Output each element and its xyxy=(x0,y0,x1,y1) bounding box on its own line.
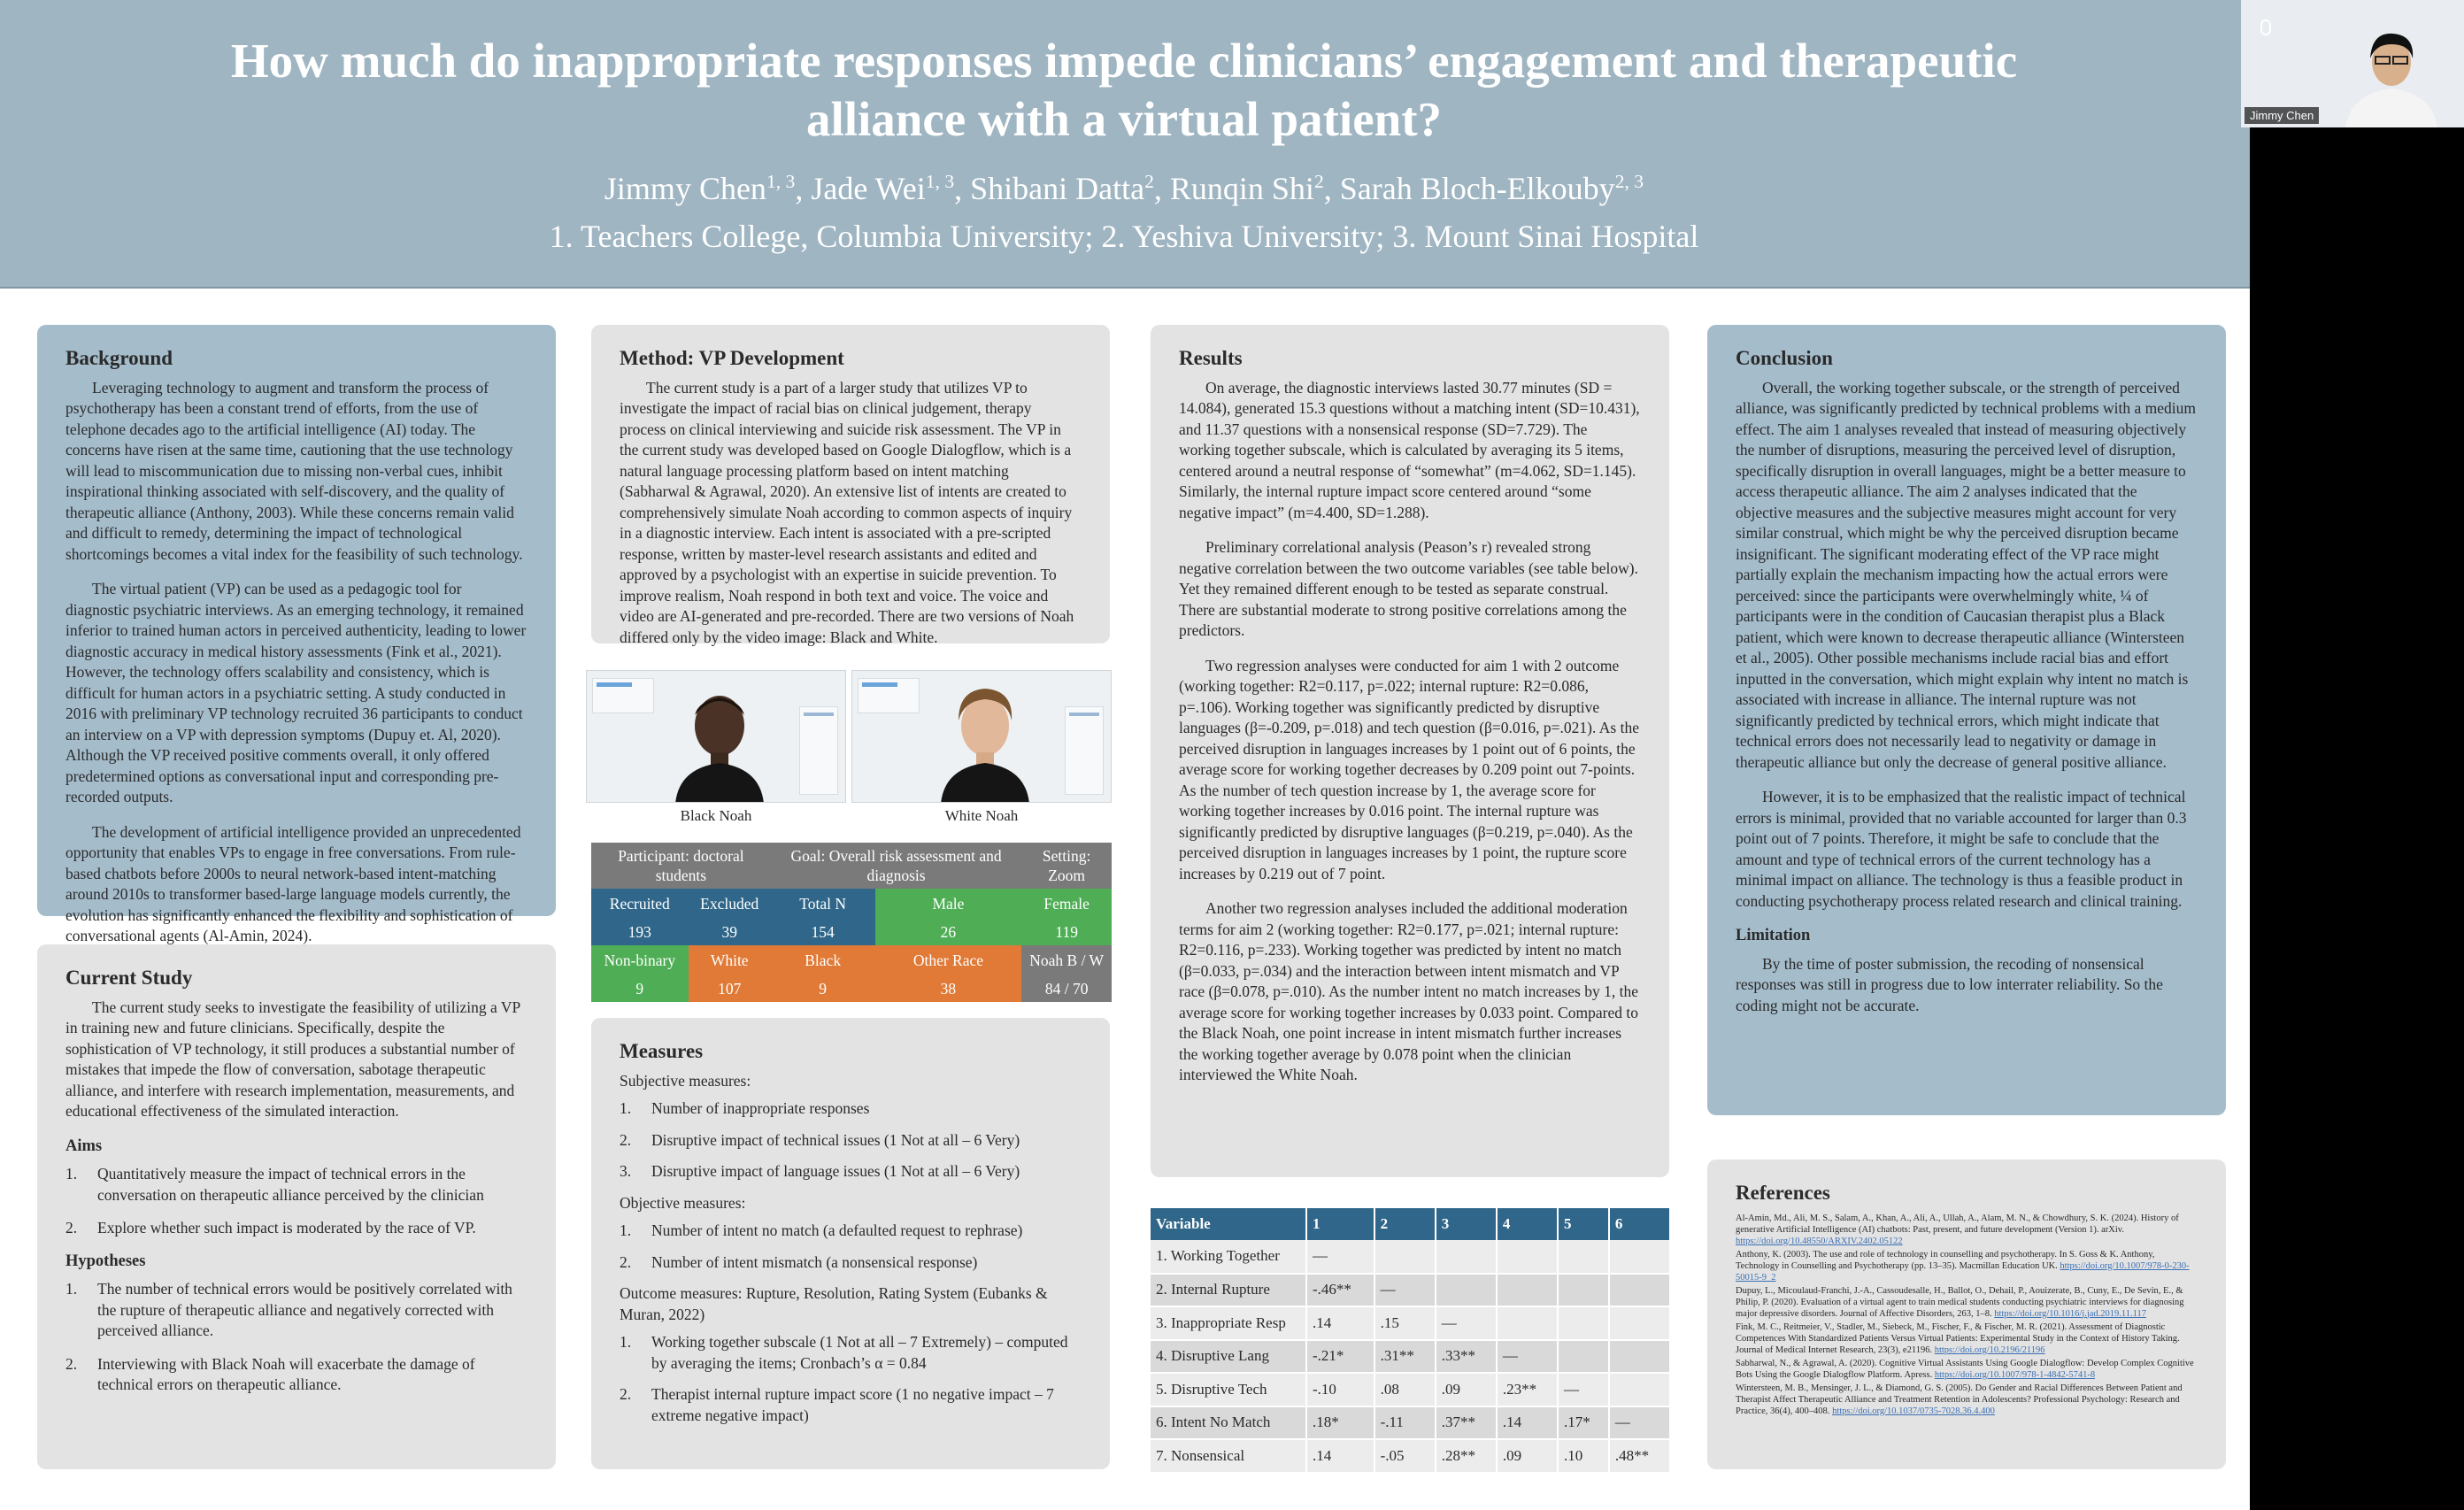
objective-label: Objective measures: xyxy=(620,1193,746,1212)
table-row xyxy=(1151,1274,1670,1307)
table-cell: Recruited xyxy=(591,889,689,919)
reference-doi-link[interactable]: https://doi.org/10.1007/978-1-4842-5741-8 xyxy=(1934,1369,2096,1380)
current-study-panel xyxy=(37,944,556,1469)
method-panel xyxy=(591,325,1110,646)
table-row xyxy=(1151,1373,1670,1406)
correlation-cell: .08 xyxy=(1374,1373,1436,1406)
correlation-cell xyxy=(1436,1274,1497,1307)
participants-value-row xyxy=(591,975,1112,1002)
correlation-cell: .10 xyxy=(1558,1439,1609,1473)
conclusion-paragraph: However, it is to be emphasized that the realistic impact of technical errors is minimal, provided that no variable accounted for larger than 0.3 point out of 7 points. Therefore, it might be safe to conclude that the amount and type of technical errors of the current technology has a minimal impact on alliance. The technology is thus a feasible product in conducting psychotherapy process related research and clinical training. xyxy=(1736,788,2187,910)
participants-table xyxy=(591,843,1112,1002)
table-cell: Black xyxy=(771,945,875,975)
reference-item xyxy=(1736,1321,2198,1356)
author-affiliation-mark: 1, 3 xyxy=(766,171,796,192)
title-line-1: How much do inappropriate responses impede clinicians’ engagement and therapeutic xyxy=(230,34,2018,88)
results-paragraph: Preliminary correlational analysis (Peason’s r) revealed strong negative correlation between the two outcome variables (see table below). Yet they remained different enough to be tested as separate construal. There are substantial moderate to strong positive correlations among the predictors. xyxy=(1179,538,1638,639)
references-heading: References xyxy=(1736,1182,1830,1204)
correlation-cell xyxy=(1374,1240,1436,1274)
measures-heading: Measures xyxy=(620,1040,704,1062)
correlation-cell: -.11 xyxy=(1374,1406,1436,1440)
table-cell: Male xyxy=(875,889,1022,919)
table-cell: 119 xyxy=(1021,919,1112,945)
column-header: 3 xyxy=(1436,1208,1497,1240)
poster-title xyxy=(106,32,2142,149)
correlation-cell xyxy=(1558,1306,1609,1340)
background-panel xyxy=(37,325,556,944)
measure-item xyxy=(620,1161,1082,1183)
variable-name-cell: 1. Working Together xyxy=(1151,1240,1306,1274)
table-cell: 107 xyxy=(689,975,771,1002)
correlation-table xyxy=(1151,1208,1671,1474)
results-paragraph: Another two regression analyses included the additional moderation terms for aim 2 (working together: R2=0.177, p=.021; internal rupture: R2=0.116, p=.233). Working together was predicted by intent no match (β=0.033, p=.034) and the interaction between intent mismatch and VP race (β=0.078, p=.010). As the number intent no match increases by 1, the average score for working together increases by 0.033 point. Compared to the Black Noah, one point increase in intent mismatch further increases the working together average by 0.078 point when the clinician interviewed the White Noah. xyxy=(1179,899,1639,1083)
correlation-cell: .23** xyxy=(1497,1373,1558,1406)
reference-doi-link[interactable]: https://doi.org/10.1037/0735-7028.36.4.400 xyxy=(1832,1406,1995,1416)
measure-text: Disruptive impact of language issues (1 Not at all – 6 Very) xyxy=(651,1162,1020,1180)
measure-text: Working together subscale (1 Not at all – 7 Extremely) – computed by averaging the items; Cronbach’s α = 0.84 xyxy=(651,1333,1068,1372)
correlation-cell xyxy=(1558,1274,1609,1307)
table-cell: 39 xyxy=(689,919,771,945)
correlation-cell: .14 xyxy=(1497,1406,1558,1440)
setting-header-cell: Setting: Zoom xyxy=(1021,843,1112,889)
correlation-cell: — xyxy=(1609,1406,1670,1440)
table-cell: Non-binary xyxy=(591,945,689,975)
table-cell: 38 xyxy=(875,975,1022,1002)
variable-name-cell: 2. Internal Rupture xyxy=(1151,1274,1306,1307)
reference-doi-link[interactable]: https://doi.org/10.1007/978-0-230-50015-9_2 xyxy=(1736,1260,2190,1283)
correlation-cell: .31** xyxy=(1374,1340,1436,1374)
measures-panel xyxy=(591,1018,1110,1469)
aim-text: Quantitatively measure the impact of technical errors in the conversation on therapeutic alliance perceived by the clinician xyxy=(97,1165,484,1204)
title-line-2: alliance with a virtual patient? xyxy=(805,92,1443,146)
list-number: 2. xyxy=(620,1130,632,1149)
list-number: 1. xyxy=(65,1280,78,1298)
limitation-paragraph: By the time of poster submission, the recoding of nonsensical responses was still in progress due to low interrater reliability. So the coding might not be accurate. xyxy=(1736,954,2163,1014)
correlation-cell xyxy=(1609,1340,1670,1374)
results-heading: Results xyxy=(1179,347,1243,369)
measure-item xyxy=(620,1098,1082,1120)
reference-item xyxy=(1736,1383,2198,1417)
column-header: 1 xyxy=(1306,1208,1374,1240)
measure-item xyxy=(620,1130,1082,1152)
correlation-cell xyxy=(1609,1306,1670,1340)
participant-name-label: Jimmy Chen xyxy=(2245,107,2319,124)
reference-text: Anthony, K. (2003). The use and role of technology in counselling and psychotherapy. In S. Goss & K. Anthony, Technology in Counselling and Psychotherapy (pp. 13–35). Macmillan Education UK. xyxy=(1736,1249,2155,1271)
correlation-cell xyxy=(1497,1306,1558,1340)
list-number: 2. xyxy=(620,1252,632,1271)
correlation-cell xyxy=(1558,1340,1609,1374)
table-cell: Other Race xyxy=(875,945,1022,975)
correlation-cell xyxy=(1558,1240,1609,1274)
table-cell: 9 xyxy=(591,975,689,1002)
author-list: Jimmy Chen$^{1, 3}$, Jade Wei$^{1, 3}$, Shibani Datta$^2$, Runqin Shi$^2$, Sarah Bloch-Elkouby$^{2, 3}$ xyxy=(604,171,1644,206)
hypothesis-text: The number of technical errors would be positively correlated with the rupture of therapeutic alliance and negatively corrected with perceived alliance. xyxy=(97,1280,512,1339)
column-header: 6 xyxy=(1609,1208,1670,1240)
poster-header xyxy=(0,0,2250,289)
chat-panel-graphic xyxy=(1065,706,1104,795)
method-heading: Method: VP Development xyxy=(620,347,844,369)
correlation-cell: .09 xyxy=(1497,1439,1558,1473)
hypotheses-list xyxy=(65,1279,527,1396)
measure-text: Number of intent no match (a defaulted request to rephrase) xyxy=(651,1221,1023,1239)
correlation-cell: .18* xyxy=(1306,1406,1374,1440)
measure-item xyxy=(620,1252,1082,1274)
table-cell: 154 xyxy=(771,919,875,945)
measure-text: Number of intent mismatch (a nonsensical response) xyxy=(651,1252,978,1271)
correlation-cell: .28** xyxy=(1436,1439,1497,1473)
white-noah-caption: White Noah xyxy=(944,807,1019,824)
reference-text: Sabharwal, N., & Agrawal, A. (2020). Cognitive Virtual Assistants Using Google Dialogflow: Develop Complex Cognitive Bots Using the Google Dialogflow Platform. Apress. xyxy=(1736,1358,2194,1380)
author-name: Shibani Datta xyxy=(970,171,1145,206)
correlation-body xyxy=(1151,1240,1670,1473)
correlation-cell: .33** xyxy=(1436,1340,1497,1374)
results-panel xyxy=(1151,325,1669,1177)
reference-doi-link[interactable]: https://doi.org/10.1016/j.jad.2019.11.117 xyxy=(1994,1308,2146,1319)
correlation-cell: -.21* xyxy=(1306,1340,1374,1374)
reference-item xyxy=(1736,1358,2198,1381)
references-panel xyxy=(1707,1159,2226,1469)
reference-text: Wintersteen, M. B., Mensinger, J. L., & Diamond, G. S. (2005). Do Gender and Racial Differences Between Patient and Therapist Affect Therapeutic Alliance and Treatment Retention in Adolescents? Professional Psychology: Research and Practice, 36(4), 400–408. xyxy=(1736,1383,2183,1416)
variable-name-cell: 4. Disruptive Lang xyxy=(1151,1340,1306,1374)
list-number: 2. xyxy=(65,1354,78,1373)
participants-label-row xyxy=(591,889,1112,919)
list-number: 3. xyxy=(620,1162,632,1180)
black-noah-image xyxy=(586,670,846,803)
correlation-cell xyxy=(1609,1240,1670,1274)
background-heading: Background xyxy=(65,347,173,369)
affiliations: 1. Teachers College, Columbia University; 2. Yeshiva University; 3. Mount Sinai Hospital xyxy=(549,219,1699,254)
correlation-cell: — xyxy=(1558,1373,1609,1406)
aims-list xyxy=(65,1164,527,1239)
author-affiliation-mark: 2, 3 xyxy=(1614,171,1644,192)
reference-doi-link[interactable]: https://doi.org/10.48550/ARXIV.2402.05122 xyxy=(1736,1236,1903,1246)
chat-window-graphic xyxy=(592,678,654,713)
table-row xyxy=(1151,1406,1670,1440)
microphone-icon xyxy=(2260,19,2271,35)
table-row xyxy=(1151,1439,1670,1473)
correlation-cell: — xyxy=(1374,1274,1436,1307)
conclusion-paragraph: Overall, the working together subscale, or the strength of perceived alliance, was significantly predicted by technical problems with a medium effect. The aim 1 analyses revealed that instead of measuring objectively the number of disruptions, measuring the perceived level of disruption, specifically disruption in overall languages, might be a better measure to access therapeutic alliance. The aim 2 analyses indicated that the objective measures and the subjective measures might account for very similar construal, which might be why the perceived disruption became insignificant. The significant moderating effect of the VP race might partially explain the mechanism impacting how the actual errors were perceived: since the participants were overwhelmingly white, ¼ of participants were in the condition of Caucasian therapist plus a Black patient, which were known to decrease therapeutic alliance (Wintersteen et al., 2005). Other possible mechanisms include racial bias and effort inputted in the conversation, which might explain why intent no match is associated with increase in alliance. The internal rupture was not significantly predicted by technical errors, which might indicate that technical errors does not necessarily lead to negativity or damage in therapeutic alliance but only the decrease of general positive alliance. xyxy=(1736,378,2196,771)
correlation-cell: .09 xyxy=(1436,1373,1497,1406)
webcam-tile[interactable] xyxy=(2241,0,2464,127)
participants-label-row xyxy=(591,945,1112,975)
author-name: Jade Wei xyxy=(811,171,926,206)
reference-text: Dupuy, L., Micoulaud-Franchi, J.-A., Cassoudesalle, H., Ballot, O., Dehail, P., Aouizerate, B., Cuny, E., De Sevin, E., & Philip, P. (2020). Evaluation of a virtual agent to train medical students conducting psychiatric interviews for diagnosing major depressive disorders. Journal of Affective Disorders, 263, 1–8. xyxy=(1736,1285,2184,1319)
aim-item xyxy=(65,1218,527,1239)
participants-header-cell: Participant: doctoral students xyxy=(591,843,771,889)
correlation-cell: — xyxy=(1306,1240,1374,1274)
background-paragraph: The development of artificial intelligence provided an unprecedented opportunity that enables VPs to engage in free conversations. From rule-based chatbots before 2000s to neural network-based intent-matching around 2010s to transformer based-large language models currently, the evolution has significantly enhanced the flexibility and sophistication of conversational agents (Al-Amin, 2024). xyxy=(65,822,521,944)
author-affiliation-mark: 2 xyxy=(1313,171,1324,192)
correlation-header-row xyxy=(1151,1208,1670,1240)
correlation-cell: -.46** xyxy=(1306,1274,1374,1307)
table-cell: Total N xyxy=(771,889,875,919)
table-cell: Noah B / W xyxy=(1021,945,1112,975)
background-paragraph: The virtual patient (VP) can be used as a pedagogic tool for diagnostic psychiatric interviews. As an emerging technology, it remained inferior to trained human actors in perceived authenticity, leading to lower diagnostic accuracy in medical history assessments (Fink et al., 2021). However, the technology offers scalability and consistency, which is difficult for human actors in a psychiatric setting. A study conducted in 2016 with preliminary VP technology recruited 36 participants to conduct an interview on a VP with depression symptoms (Dupuy et. Al, 2020). Although the VP received positive comments overall, it only offered predetermined options as conversational input and corresponding pre-recorded outputs. xyxy=(65,580,527,805)
background-paragraph: Leveraging technology to augment and transform the process of psychotherapy has been a constant trend of efforts, from the use of telephone decades ago to the artificial intelligence (AI) today. The concerns have risen at the same time, cautioning that the use technology will lead to miscommunication due to missing non-verbal cues, inhibit inspirational thinking associated with self-discovery, and the quality of therapeutic alliance (Anthony, 2003). While these concerns remain valid and difficult to remedy, determining the impact of technological shortcomings becomes a vital index for the feasibility of such technology. xyxy=(65,378,523,563)
limitation-heading: Limitation xyxy=(1736,927,1811,944)
aim-text: Explore whether such impact is moderated by the race of VP. xyxy=(97,1219,476,1237)
reference-text: Al-Amin, Md., Ali, M. S., Salam, A., Khan, A., Ali, A., Ullah, A., Alam, M. N., & Chowdhury, S. K. (2024). History of generative Artificial Intelligence (AI) chatbots: Past, present, and future development (Version 1). arXiv. xyxy=(1736,1213,2179,1235)
author-name: Sarah Bloch-Elkouby xyxy=(1339,171,1615,206)
white-noah-image xyxy=(851,670,1112,803)
variable-name-cell: 6. Intent No Match xyxy=(1151,1406,1306,1440)
vp-video-frames xyxy=(586,670,1112,803)
goal-header-cell: Goal: Overall risk assessment and diagnosis xyxy=(771,843,1022,889)
list-number: 2. xyxy=(620,1385,632,1403)
method-paragraph: The current study is a part of a larger study that utilizes VP to investigate the impact of racial bias on clinical judgement, therapy process on clinical interviewing and suicide risk assessment. The VP in the current study was developed based on Google Dialogflow, which is a natural language processing platform based on intent matching (Sabharwal & Agrawal, 2020). An extensive list of intents are created to comprehensively simulate Noah according to common aspects of inquiry in a diagnostic interview. Each intent is associated with a pre-scripted response, written by master-level research assistants and edited and approved by a psychologist with an expertise in suicide prevention. To improve realism, Noah respond in both text and voice. The voice and video are AI-generated and pre-recorded. There are two versions of Noah differed only by the video image: Black and White. xyxy=(620,378,1074,646)
conclusion-heading: Conclusion xyxy=(1736,347,1833,369)
participants-header-row xyxy=(591,843,1112,889)
measure-text: Therapist internal rupture impact score (1 no negative impact – 7 extreme negative impact) xyxy=(651,1385,1054,1424)
participants-value-row xyxy=(591,919,1112,945)
current-study-paragraph: The current study seeks to investigate the feasibility of utilizing a VP in training new and future clinicians. Specifically, despite the sophistication of VP technology, it still produces a substantial number of mistakes that impede the flow of conversation, sabotage therapeutic alliance, and interfere with research implementation, measurements, and educational effectiveness of the simulated interaction. xyxy=(65,998,520,1120)
correlation-cell xyxy=(1609,1274,1670,1307)
column-header: 5 xyxy=(1558,1208,1609,1240)
list-number: 1. xyxy=(65,1165,78,1183)
correlation-cell xyxy=(1436,1240,1497,1274)
hypothesis-item xyxy=(65,1354,527,1396)
column-header: Variable xyxy=(1151,1208,1306,1240)
hypotheses-heading: Hypotheses xyxy=(65,1252,146,1270)
table-cell: Female xyxy=(1021,889,1112,919)
correlation-cell: — xyxy=(1436,1306,1497,1340)
measure-item xyxy=(620,1221,1082,1242)
measure-item xyxy=(620,1332,1082,1374)
table-cell: 193 xyxy=(591,919,689,945)
column-header: 2 xyxy=(1374,1208,1436,1240)
correlation-cell: .48** xyxy=(1609,1439,1670,1473)
author-affiliation-mark: 1, 3 xyxy=(925,171,955,192)
aim-item xyxy=(65,1164,527,1206)
results-paragraph: Two regression analyses were conducted for aim 1 with 2 outcome (working together: R2=0.117, p=.022; internal rupture: R2=0.086, p=.106). Working together was significantly predicted by disruptive languages (β=-0.209, p=.018) and tech question (β=0.016, p=.021). As the perceived disruption in languages increases by 1 point out of 6 points, the average score for working together decreases by 0.209 point out 7-points. As the number of tech question increase by 1, the average score for working together increases by 0.016 point. The internal rupture was significantly predicted by disruptive languages (β=0.219, p=.040). As the perceived disruption in languages increases by 1 point, the rupture score increases by 0.219 out of 7 point. xyxy=(1179,656,1639,882)
correlation-cell xyxy=(1609,1373,1670,1406)
table-cell: White xyxy=(689,945,771,975)
reference-item xyxy=(1736,1285,2198,1320)
correlation-cell: .15 xyxy=(1374,1306,1436,1340)
table-row xyxy=(1151,1306,1670,1340)
correlation-cell: .17* xyxy=(1558,1406,1609,1440)
variable-name-cell: 5. Disruptive Tech xyxy=(1151,1373,1306,1406)
table-row xyxy=(1151,1340,1670,1374)
column-header: 4 xyxy=(1497,1208,1558,1240)
variable-name-cell: 3. Inappropriate Resp xyxy=(1151,1306,1306,1340)
reference-doi-link[interactable]: https://doi.org/10.2196/21196 xyxy=(1934,1344,2045,1355)
correlation-cell: .14 xyxy=(1306,1439,1374,1473)
references-list xyxy=(1736,1213,2198,1417)
aims-heading: Aims xyxy=(65,1136,103,1155)
correlation-cell: -.10 xyxy=(1306,1373,1374,1406)
outcome-list xyxy=(620,1332,1082,1426)
author-name: Runqin Shi xyxy=(1169,171,1314,206)
correlation-cell: — xyxy=(1497,1340,1558,1374)
table-cell: Excluded xyxy=(689,889,771,919)
outcome-label: Outcome measures: Rupture, Resolution, Rating System (Eubanks & Muran, 2022) xyxy=(620,1284,1048,1323)
presenter-video xyxy=(2338,19,2445,127)
chat-panel-graphic xyxy=(799,706,838,795)
black-noah-caption: Black Noah xyxy=(680,807,752,824)
measure-text: Number of inappropriate responses xyxy=(651,1099,870,1117)
current-study-heading: Current Study xyxy=(65,967,193,989)
correlation-cell xyxy=(1497,1240,1558,1274)
measure-item xyxy=(620,1384,1082,1426)
black-noah-figure xyxy=(666,671,773,803)
reference-item xyxy=(1736,1249,2198,1283)
correlation-cell: .14 xyxy=(1306,1306,1374,1340)
variable-name-cell: 7. Nonsensical xyxy=(1151,1439,1306,1473)
results-paragraph: On average, the diagnostic interviews lasted 30.77 minutes (SD = 14.084), generated 15.3 questions without a matching intent (SD=10.431), and 11.37 questions with a nonsensical response (SD=7.729). The working together subscale, which is calculated by averaging its 5 items, centered around a neutral response of “somewhat” (m=4.062, SD=1.145). Similarly, the internal rupture impact score centered around “some negative impact” (m=4.400, SD=1.288). xyxy=(1179,378,1640,521)
measure-text: Disruptive impact of technical issues (1 Not at all – 6 Very) xyxy=(651,1130,1020,1149)
chat-window-graphic xyxy=(858,678,920,713)
conclusion-panel xyxy=(1707,325,2226,1115)
subjective-label: Subjective measures: xyxy=(620,1071,751,1090)
table-cell: 26 xyxy=(875,919,1022,945)
list-number: 2. xyxy=(65,1219,78,1237)
objective-list xyxy=(620,1221,1082,1273)
table-cell: 84 / 70 xyxy=(1021,975,1112,1002)
subjective-list xyxy=(620,1098,1082,1183)
reference-text: Fink, M. C., Reitmeier, V., Stadler, M., Siebeck, M., Fischer, F., & Fischer, M. R. (2021). Assessment of Diagnostic Competences With Standardized Patients Versus Virtual Patients: Experimental Study in the Context of History Taking. Journal of Medical Internet Research, 23(3), e21196. xyxy=(1736,1321,2180,1355)
video-call-sidebar xyxy=(2250,0,2464,1510)
table-row xyxy=(1151,1240,1670,1274)
correlation-cell xyxy=(1497,1274,1558,1307)
hypothesis-item xyxy=(65,1279,527,1342)
author-affiliation-mark: 2 xyxy=(1144,171,1154,192)
reference-item xyxy=(1736,1213,2198,1247)
white-noah-figure xyxy=(932,671,1038,803)
list-number: 1. xyxy=(620,1221,632,1239)
list-number: 1. xyxy=(620,1333,632,1351)
list-number: 1. xyxy=(620,1099,632,1117)
correlation-cell: -.05 xyxy=(1374,1439,1436,1473)
table-cell: 9 xyxy=(771,975,875,1002)
author-name: Jimmy Chen xyxy=(604,171,766,206)
hypothesis-text: Interviewing with Black Noah will exacerbate the damage of technical errors on therapeutic alliance. xyxy=(97,1354,475,1393)
correlation-cell: .37** xyxy=(1436,1406,1497,1440)
